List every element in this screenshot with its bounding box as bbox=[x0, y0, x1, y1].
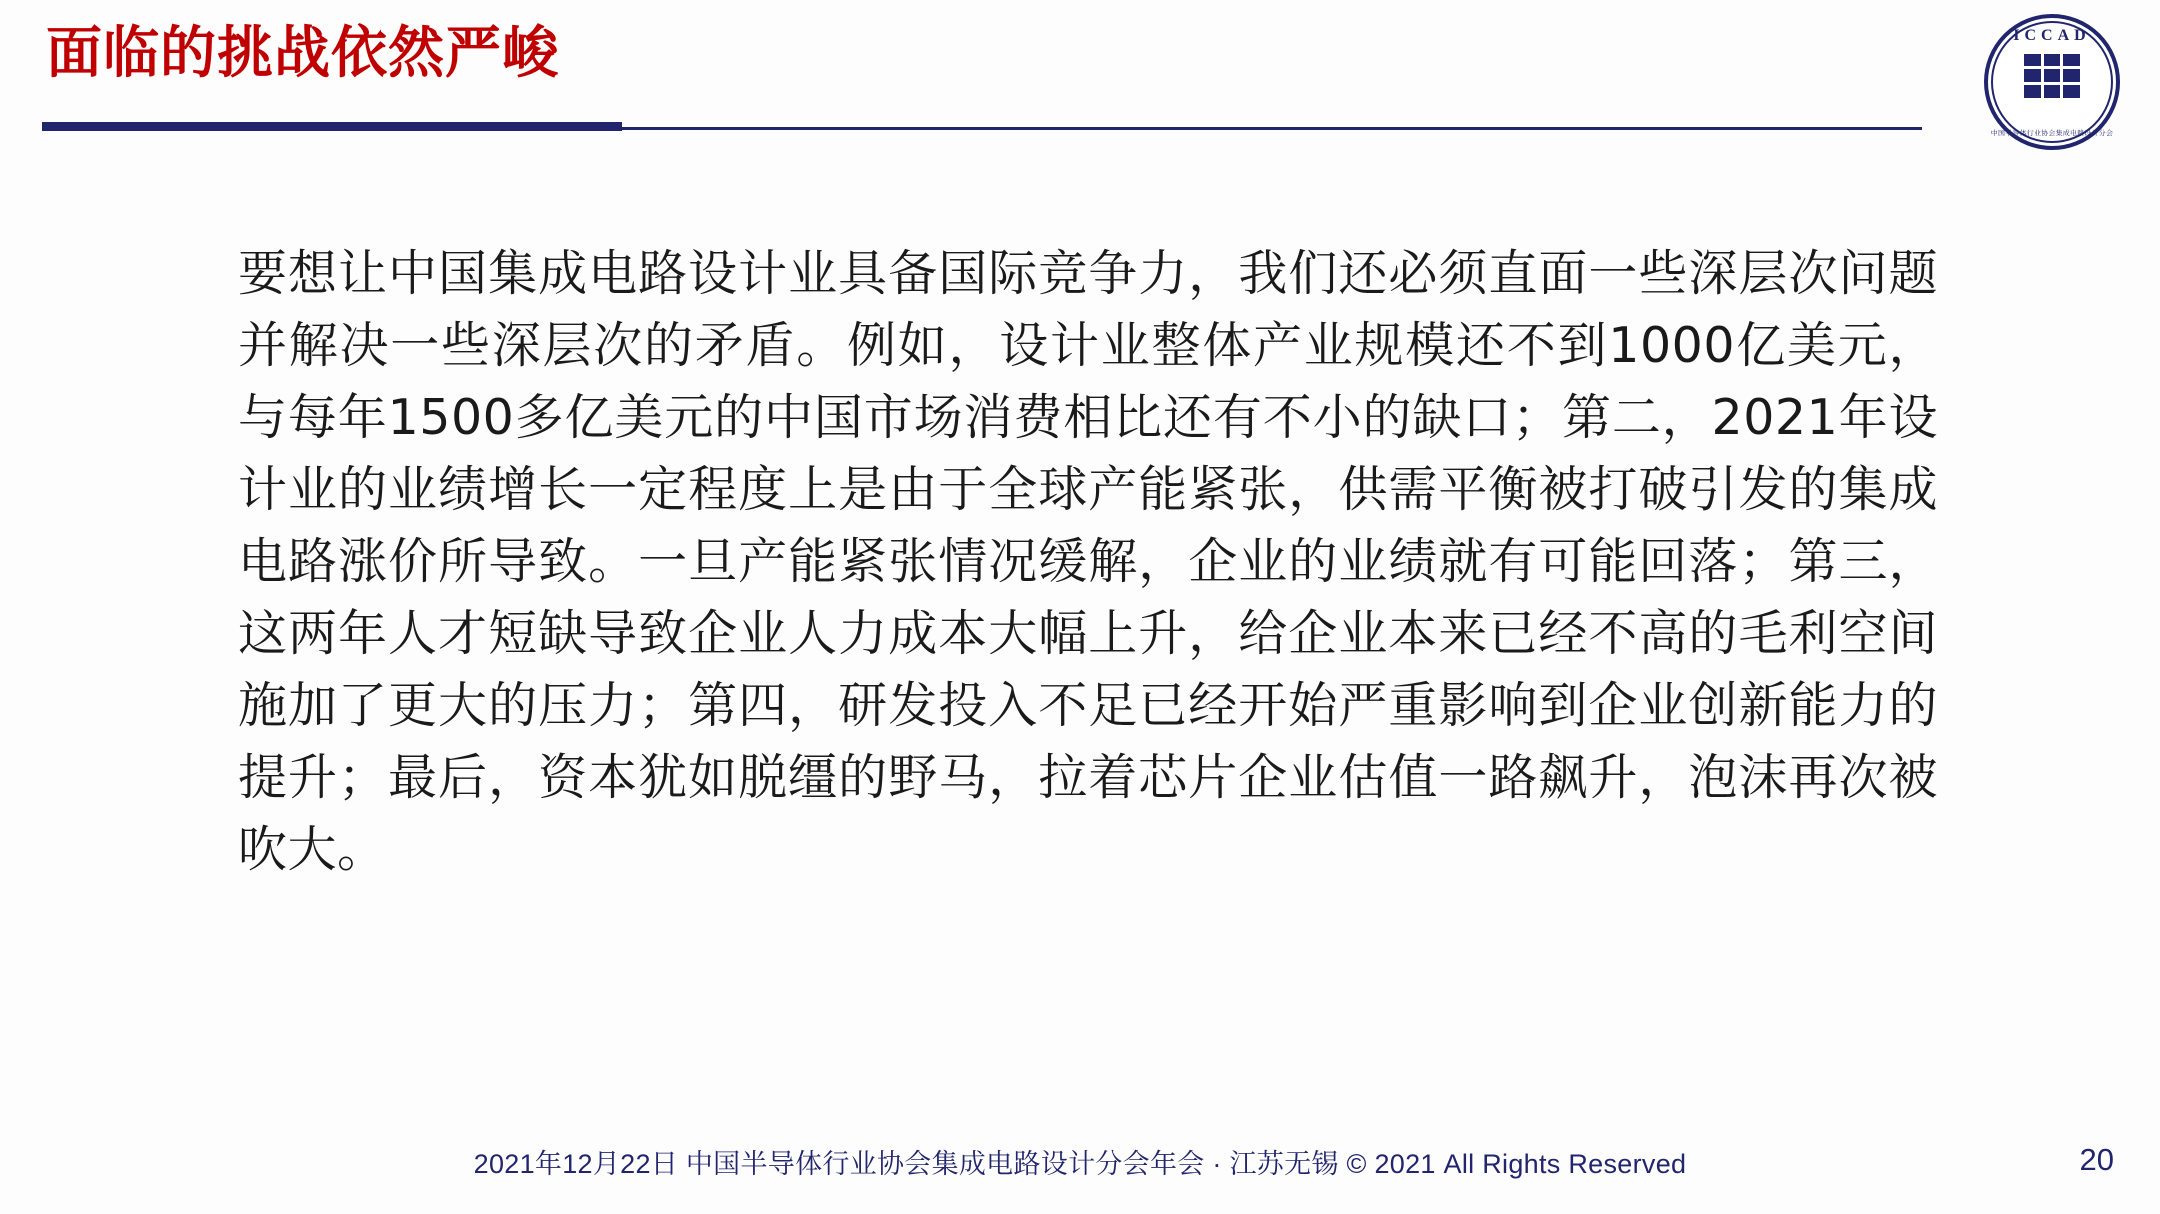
page-title: 面临的挑战依然严峻 bbox=[46, 21, 559, 84]
logo-letters: ICCAD bbox=[2013, 27, 2091, 44]
logo-subtitle: 中国半导体行业协会集成电路设计分会 bbox=[1990, 130, 2114, 137]
footer-copyright: 2021年12月22日 中国半导体行业协会集成电路设计分会年会 · 江苏无锡 © 2021 All Rights Reserved bbox=[473, 1149, 1687, 1179]
chip-icon-line-1 bbox=[2041, 54, 2044, 98]
iccad-logo bbox=[1984, 14, 2120, 150]
slide-body-paragraph: 要想让中国集成电路设计业具备国际竞争力，我们还必须直面一些深层次问题并解决一些深层次的矛盾。例如，设计业整体产业规模还不到1000亿美元，与每年1500多亿美元的中国市场消费相比还有不小的缺口；第二，2021年设计业的业绩增长一定程度上是由于全球产能紧张，供需平衡被打破引发的集成电路涨价所导致。一旦产能紧张情况缓解，企业的业绩就有可能回落；第三，这两年人才短缺导致企业人力成本大幅上升，给企业本来已经不高的毛利空间施加了更大的压力；第四，研发投入不足已经开始严重影响到企业创新能力的提升；最后，资本犹如脱缰的野马，拉着芯片企业估值一路飙升，泡沫再次被吹大。 bbox=[238, 245, 1938, 878]
page-number: 20 bbox=[2079, 1142, 2114, 1177]
slide-header bbox=[0, 0, 2160, 150]
chip-icon bbox=[2024, 54, 2080, 98]
title-underline-thick bbox=[42, 122, 622, 131]
chip-icon-line-2 bbox=[2060, 54, 2063, 98]
slide-footer bbox=[0, 1142, 2160, 1188]
